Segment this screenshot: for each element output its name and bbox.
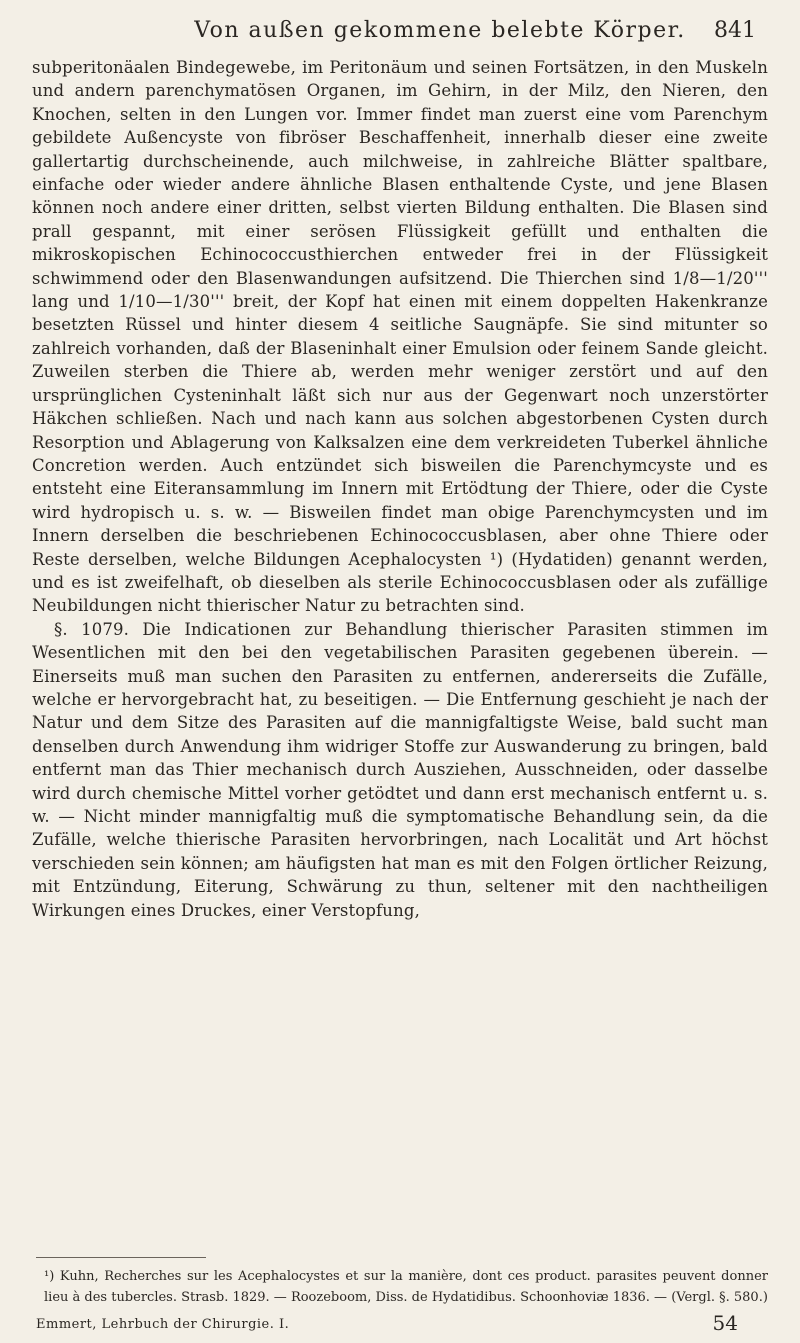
paragraph: subperitonäalen Bindegewebe, im Peritonäum und seinen Fortsätzen, in den Muskeln und andern parenchymatösen Organen, im Gehirn, in der Milz, den Nieren, den Knochen, selten in den Lungen vor. Immer findet man zuerst eine vom Parenchym gebildete Außencyste von fibröser Beschaffenheit, innerhalb dieser eine zweite gallertartig durchscheinende, auch milchweise, in zahlreiche Blätter spaltbare, einfache oder wieder andere ähnliche Blasen enthaltende Cyste, und jene Blasen können noch andere einer dritten, selbst vierten Bildung enthalten. Die Blasen sind prall gespannt, mit einer serösen Flüssigkeit gefüllt und enthalten die mikroskopischen Echinococcusthierchen entweder frei in der Flüssigkeit schwimmend oder den Blasenwandungen aufsitzend. Die Thierchen sind 1/8—1/20''' lang und 1/10—1/30''' breit, der Kopf hat einen mit einem doppelten Hakenkranze besetzten Rüssel und hinter diesem 4 seitliche Saugnäpfe. Sie sind mitunter so zahlreich vorhanden, daß der Blaseninhalt einer Emulsion oder feinem Sande gleicht. Zuweilen sterben die Thiere ab, werden mehr weniger zerstört und auf den ursprünglichen Cysteninhalt läßt sich nur aus der Gegenwart noch unzerstörter Häkchen schließen. Nach und nach kann aus solchen abgestorbenen Cysten durch Resorption und Ablagerung von Kalksalzen eine dem verkreideten Tuberkel ähnliche Concretion werden. Auch entzündet sich bisweilen die Parenchymcyste und es entsteht eine Eiteransammlung im Innern mit Ertödtung der Thiere, oder die Cyste wird hydropisch u. s. w. — Bisweilen findet man obige Parenchymcysten und im Innern derselben die beschriebenen Echinococcusblasen, aber ohne Thiere oder Reste derselben, welche Bildungen Acephalocysten ¹) (Hydatiden) genannt werden, und es ist zweifelhaft, ob dieselben als sterile Echinococcusblasen oder als zufällige Neubildungen nicht thierischer Natur zu betrachten sind. [32, 58, 768, 616]
page-footer [36, 1311, 768, 1337]
book-title-footer: Emmert, Lehrbuch der Chirurgie. I. [36, 1317, 290, 1332]
footnote: ¹) Kuhn, Recherches sur les Acephalocystes et sur la manière, dont ces product. parasites peuvent donner lieu à des tubercles. Strasb. 1829. — Roozeboom, Diss. de Hydatidibus. Schoonhoviæ 1836. — (Vergl. §. 580.) [44, 1269, 768, 1305]
signature-mark: 54 [712, 1311, 738, 1335]
running-head: Von außen gekommene belebte Körper. [194, 18, 686, 43]
footnote-rule [36, 1257, 206, 1258]
body-text [32, 56, 768, 922]
paragraph: §. 1079. Die Indicationen zur Behandlung thierischer Parasiten stimmen im Wesentlichen mit den bei den vegetabilischen Parasiten gegebenen überein. — Einerseits muß man suchen den Parasiten zu entfernen, andererseits die Zufälle, welche er hervorgebracht hat, zu beseitigen. — Die Entfernung geschieht je nach der Natur und dem Sitze des Parasiten auf die mannigfaltigste Weise, bald sucht man denselben durch Anwendung ihm widriger Stoffe zur Auswanderung zu bringen, bald entfernt man das Thier mechanisch durch Ausziehen, Ausschneiden, oder dasselbe wird durch chemische Mittel vorher getödtet und dann erst mechanisch entfernt u. s. w. — Nicht minder mannigfaltig muß die symptomatische Behandlung sein, da die Zufälle, welche thierische Parasiten hervorbringen, nach Localität und Art höchst verschieden sein können; am häufigsten hat man es mit den Folgen örtlicher Reizung, mit Entzündung, Eiterung, Schwärung zu thun, seltener mit den nachtheiligen Wirkungen eines Druckes, einer Verstopfung, [32, 619, 768, 920]
page-header [0, 12, 800, 52]
page-number: 841 [714, 18, 756, 43]
